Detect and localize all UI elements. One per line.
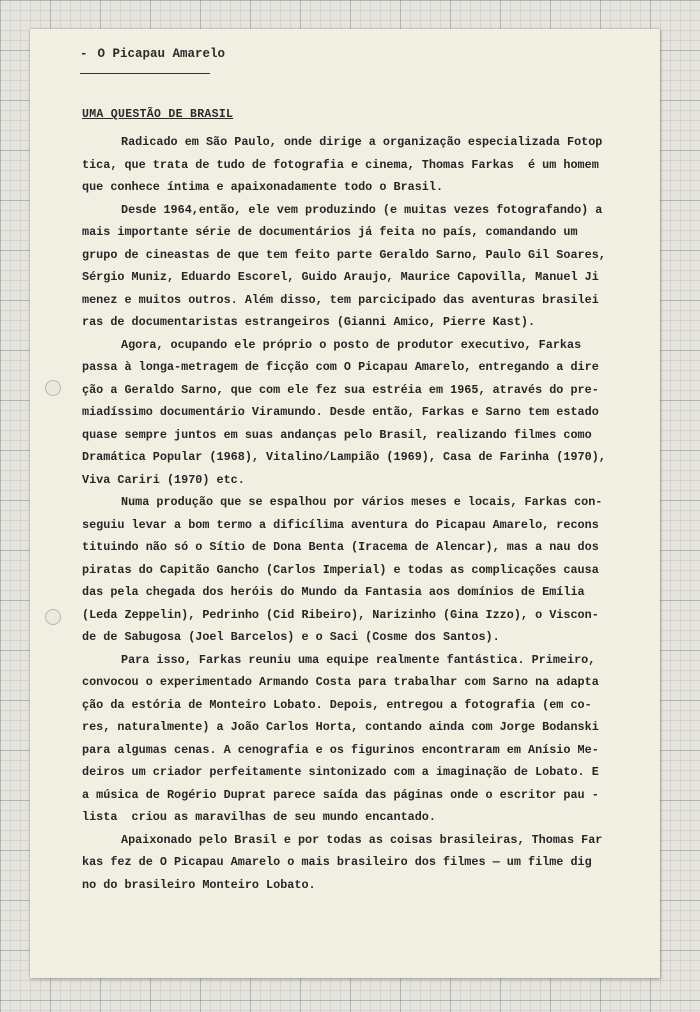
text-line: Numa produção que se espalhou por vários meses e locais, Farkas con- — [121, 495, 603, 509]
text-line: de de Sabugosa (Joel Barcelos) e o Saci (Cosme dos Santos). — [82, 630, 500, 644]
text-line: Para isso, Farkas reuniu uma equipe realmente fantástica. Primeiro, — [121, 652, 596, 667]
page-header — [80, 47, 225, 61]
text-line: Desde 1964,então, ele vem produzindo (e muitas vezes fotografando) a — [121, 202, 603, 217]
text-line: deiros um criador perfeitamente sintonizado com a imaginação de Lobato. E — [82, 765, 599, 779]
header-rule — [80, 73, 210, 74]
text-line: tica, que trata de tudo de fotografia e cinema, Thomas Farkas é um homem — [82, 157, 599, 172]
text-line: ção a Geraldo Sarno, que com ele fez sua estréia em 1965, através do pre- — [82, 382, 599, 397]
text-line: Apaixonado pelo Brasil e por todas as coisas brasileiras, Thomas Far — [121, 832, 603, 847]
text-line: Viva Cariri (1970) etc. — [82, 472, 245, 487]
text-line: Sérgio Muniz, Eduardo Escorel, Guido Araujo, Maurice Capovilla, Manuel Ji — [82, 270, 599, 284]
text-line: kas fez de O Picapau Amarelo o mais brasileiro dos filmes — um filme dig — [82, 855, 592, 869]
text-line: que conhece íntima e apaixonadamente todo o Brasil. — [82, 180, 444, 194]
text-line: mais importante série de documentários já feita no país, comandando um — [82, 225, 578, 239]
text-line: no do brasileiro Monteiro Lobato. — [82, 877, 316, 892]
text-line: seguiu levar a bom termo a dificílima aventura do Picapau Amarelo, recons — [82, 517, 599, 532]
text-line: quase sempre juntos em suas andanças pelo Brasil, realizando filmes como — [82, 427, 592, 442]
header-title: O Picapau Amarelo — [97, 47, 226, 61]
text-line: Radicado em São Paulo, onde dirige a organização especializada Fotop — [121, 135, 603, 149]
text-line: lista criou as maravilhas de seu mundo encantado. — [82, 810, 436, 824]
text-line: res, naturalmente) a João Carlos Horta, contando ainda com Jorge Bodanski — [82, 720, 599, 734]
typewritten-page — [30, 29, 660, 978]
header-marker: - — [80, 47, 88, 61]
punch-hole-top — [45, 380, 61, 396]
text-line: (Leda Zeppelin), Pedrinho (Cid Ribeiro), Narizinho (Gina Izzo), o Viscon- — [82, 607, 599, 622]
text-line: miadíssimo documentário Viramundo. Desde então, Farkas e Sarno tem estado — [82, 405, 599, 419]
text-line: Agora, ocupando ele próprio o posto de produtor executivo, Farkas — [121, 337, 582, 352]
text-line: Dramática Popular (1968), Vitalino/Lampião (1969), Casa de Farinha (1970), — [82, 450, 606, 464]
text-line: das pela chegada dos heróis do Mundo da Fantasia aos domínios de Emília — [82, 585, 585, 599]
body-text — [82, 131, 642, 896]
text-line: convocou o experimentado Armando Costa para trabalhar com Sarno na adapta — [82, 675, 599, 689]
text-line: a música de Rogério Duprat parece saída das páginas onde o escritor pau - — [82, 787, 599, 802]
text-line: grupo de cineastas de que tem feito parte Geraldo Sarno, Paulo Gil Soares, — [82, 247, 606, 262]
text-line: menez e muitos outros. Além disso, tem parcicipado das aventuras brasilei — [82, 292, 599, 307]
text-line: passa à longa-metragem de ficção com O Picapau Amarelo, entregando a dire — [82, 360, 599, 374]
text-line: piratas do Capitão Gancho (Carlos Imperial) e todas as complicações causa — [82, 562, 599, 577]
text-line: tituindo não só o Sítio de Dona Benta (Iracema de Alencar), mas a nau dos — [82, 540, 599, 554]
text-line: ras de documentaristas estrangeiros (Gianni Amico, Pierre Kast). — [82, 315, 536, 329]
punch-hole-bottom — [45, 609, 61, 625]
section-heading: UMA QUESTÃO DE BRASIL — [82, 108, 234, 121]
text-line: para algumas cenas. A cenografia e os figurinos encontraram em Anísio Me- — [82, 742, 599, 757]
text-line: ção da estória de Monteiro Lobato. Depois, entregou a fotografia (em co- — [82, 697, 592, 712]
